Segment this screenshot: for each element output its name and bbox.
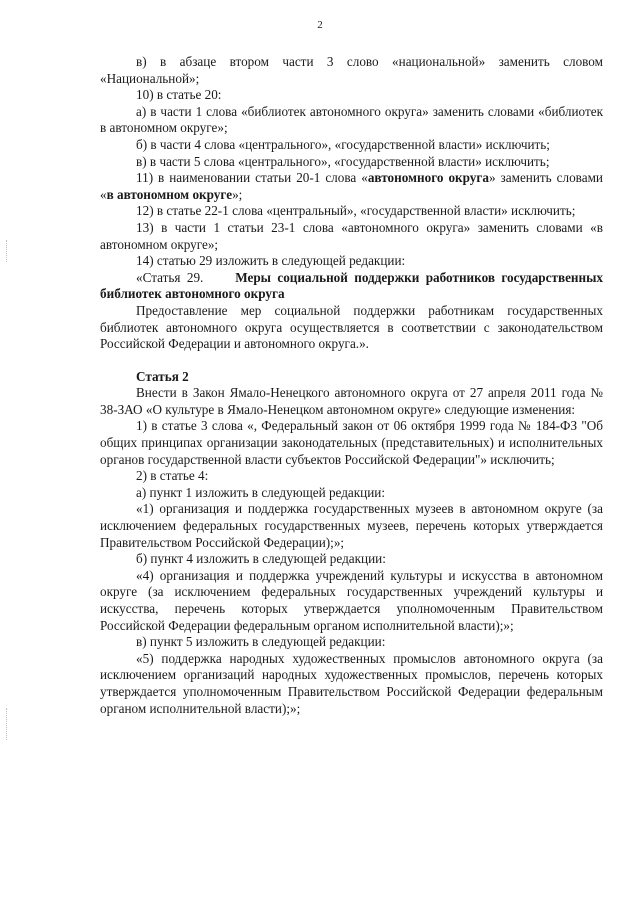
paragraph: б) пункт 4 изложить в следующей редакции: xyxy=(136,551,386,567)
paragraph: 14) статью 29 изложить в следующей редакции: xyxy=(136,253,406,269)
paragraph: 10) в статье 20: xyxy=(136,87,222,103)
paragraph: в) в абзаце втором части 3 слово «национальной» заменить словом «Национальной»; xyxy=(100,54,603,86)
article-2-heading: Статья 2 xyxy=(136,368,189,384)
scan-margin-mark xyxy=(6,240,9,262)
paragraph: 2) в статье 4: xyxy=(136,468,209,484)
paragraph: 12) в статье 22-1 слова «центральный», «государственной власти» исключить; xyxy=(136,203,576,219)
paragraph: «4) организация и поддержка учреждений культуры и искусства в автономном округе (за исключением федеральных государственных учреждений культуры и искусства, перечень которых утверждается уполномоченным Правительством Российской Федерации федеральным органом исполнительной власти);»; xyxy=(100,567,603,633)
paragraph: в) пункт 5 изложить в следующей редакции: xyxy=(136,634,386,650)
document-body xyxy=(100,54,603,717)
paragraph: а) пункт 1 изложить в следующей редакции: xyxy=(136,484,386,500)
paragraph: 1) в статье 3 слова «, Федеральный закон от 06 октября 1999 года № 184-ФЗ "Об общих принципах организации законодательных (представительных) и исполнительных органов государственной власти субъектов Российской Федерации"» исключить; xyxy=(100,418,603,467)
scan-margin-mark xyxy=(6,708,9,740)
paragraph-item-11: 11) в наименовании статьи 20-1 слова «автономного округа» заменить словами «в автономном округе»; xyxy=(100,170,603,202)
paragraph: Предоставление мер социальной поддержки работникам государственных библиотек автономного округа осуществляется в соответствии с законодательством Российской Федерации и автономного округа.». xyxy=(100,302,603,352)
paragraph: «5) поддержка народных художественных промыслов автономного округа (за исключением организаций народных художественных промыслов, перечень которых утверждается уполномоченным Правительством Российской Федерации федеральным органом исполнительной власти);»; xyxy=(100,650,603,716)
paragraph: в) в части 5 слова «центрального», «государственной власти» исключить; xyxy=(136,153,550,169)
paragraph: б) в части 4 слова «центрального», «государственной власти» исключить; xyxy=(136,136,550,152)
paragraph: 13) в части 1 статьи 23-1 слова «автономного округа» заменить словами «в автономном округе»; xyxy=(100,219,603,252)
paragraph: а) в части 1 слова «библиотек автономного округа» заменить словами «библиотек в автономном округе»; xyxy=(100,103,603,136)
paragraph: Внести в Закон Ямало-Ненецкого автономного округа от 27 апреля 2011 года № 38-ЗАО «О культуре в Ямало-Ненецком автономном округе» следующие изменения: xyxy=(100,385,603,417)
paragraph: «1) организация и поддержка государственных музеев в автономном округе (за исключением федеральных государственных музеев, перечень которых утверждается Правительством Российской Федерации);»; xyxy=(100,501,603,550)
page-number: 2 xyxy=(317,19,323,31)
article-29-heading: «Статья 29. Меры социальной поддержки работников государственных библиотек автономного округа xyxy=(100,269,604,302)
